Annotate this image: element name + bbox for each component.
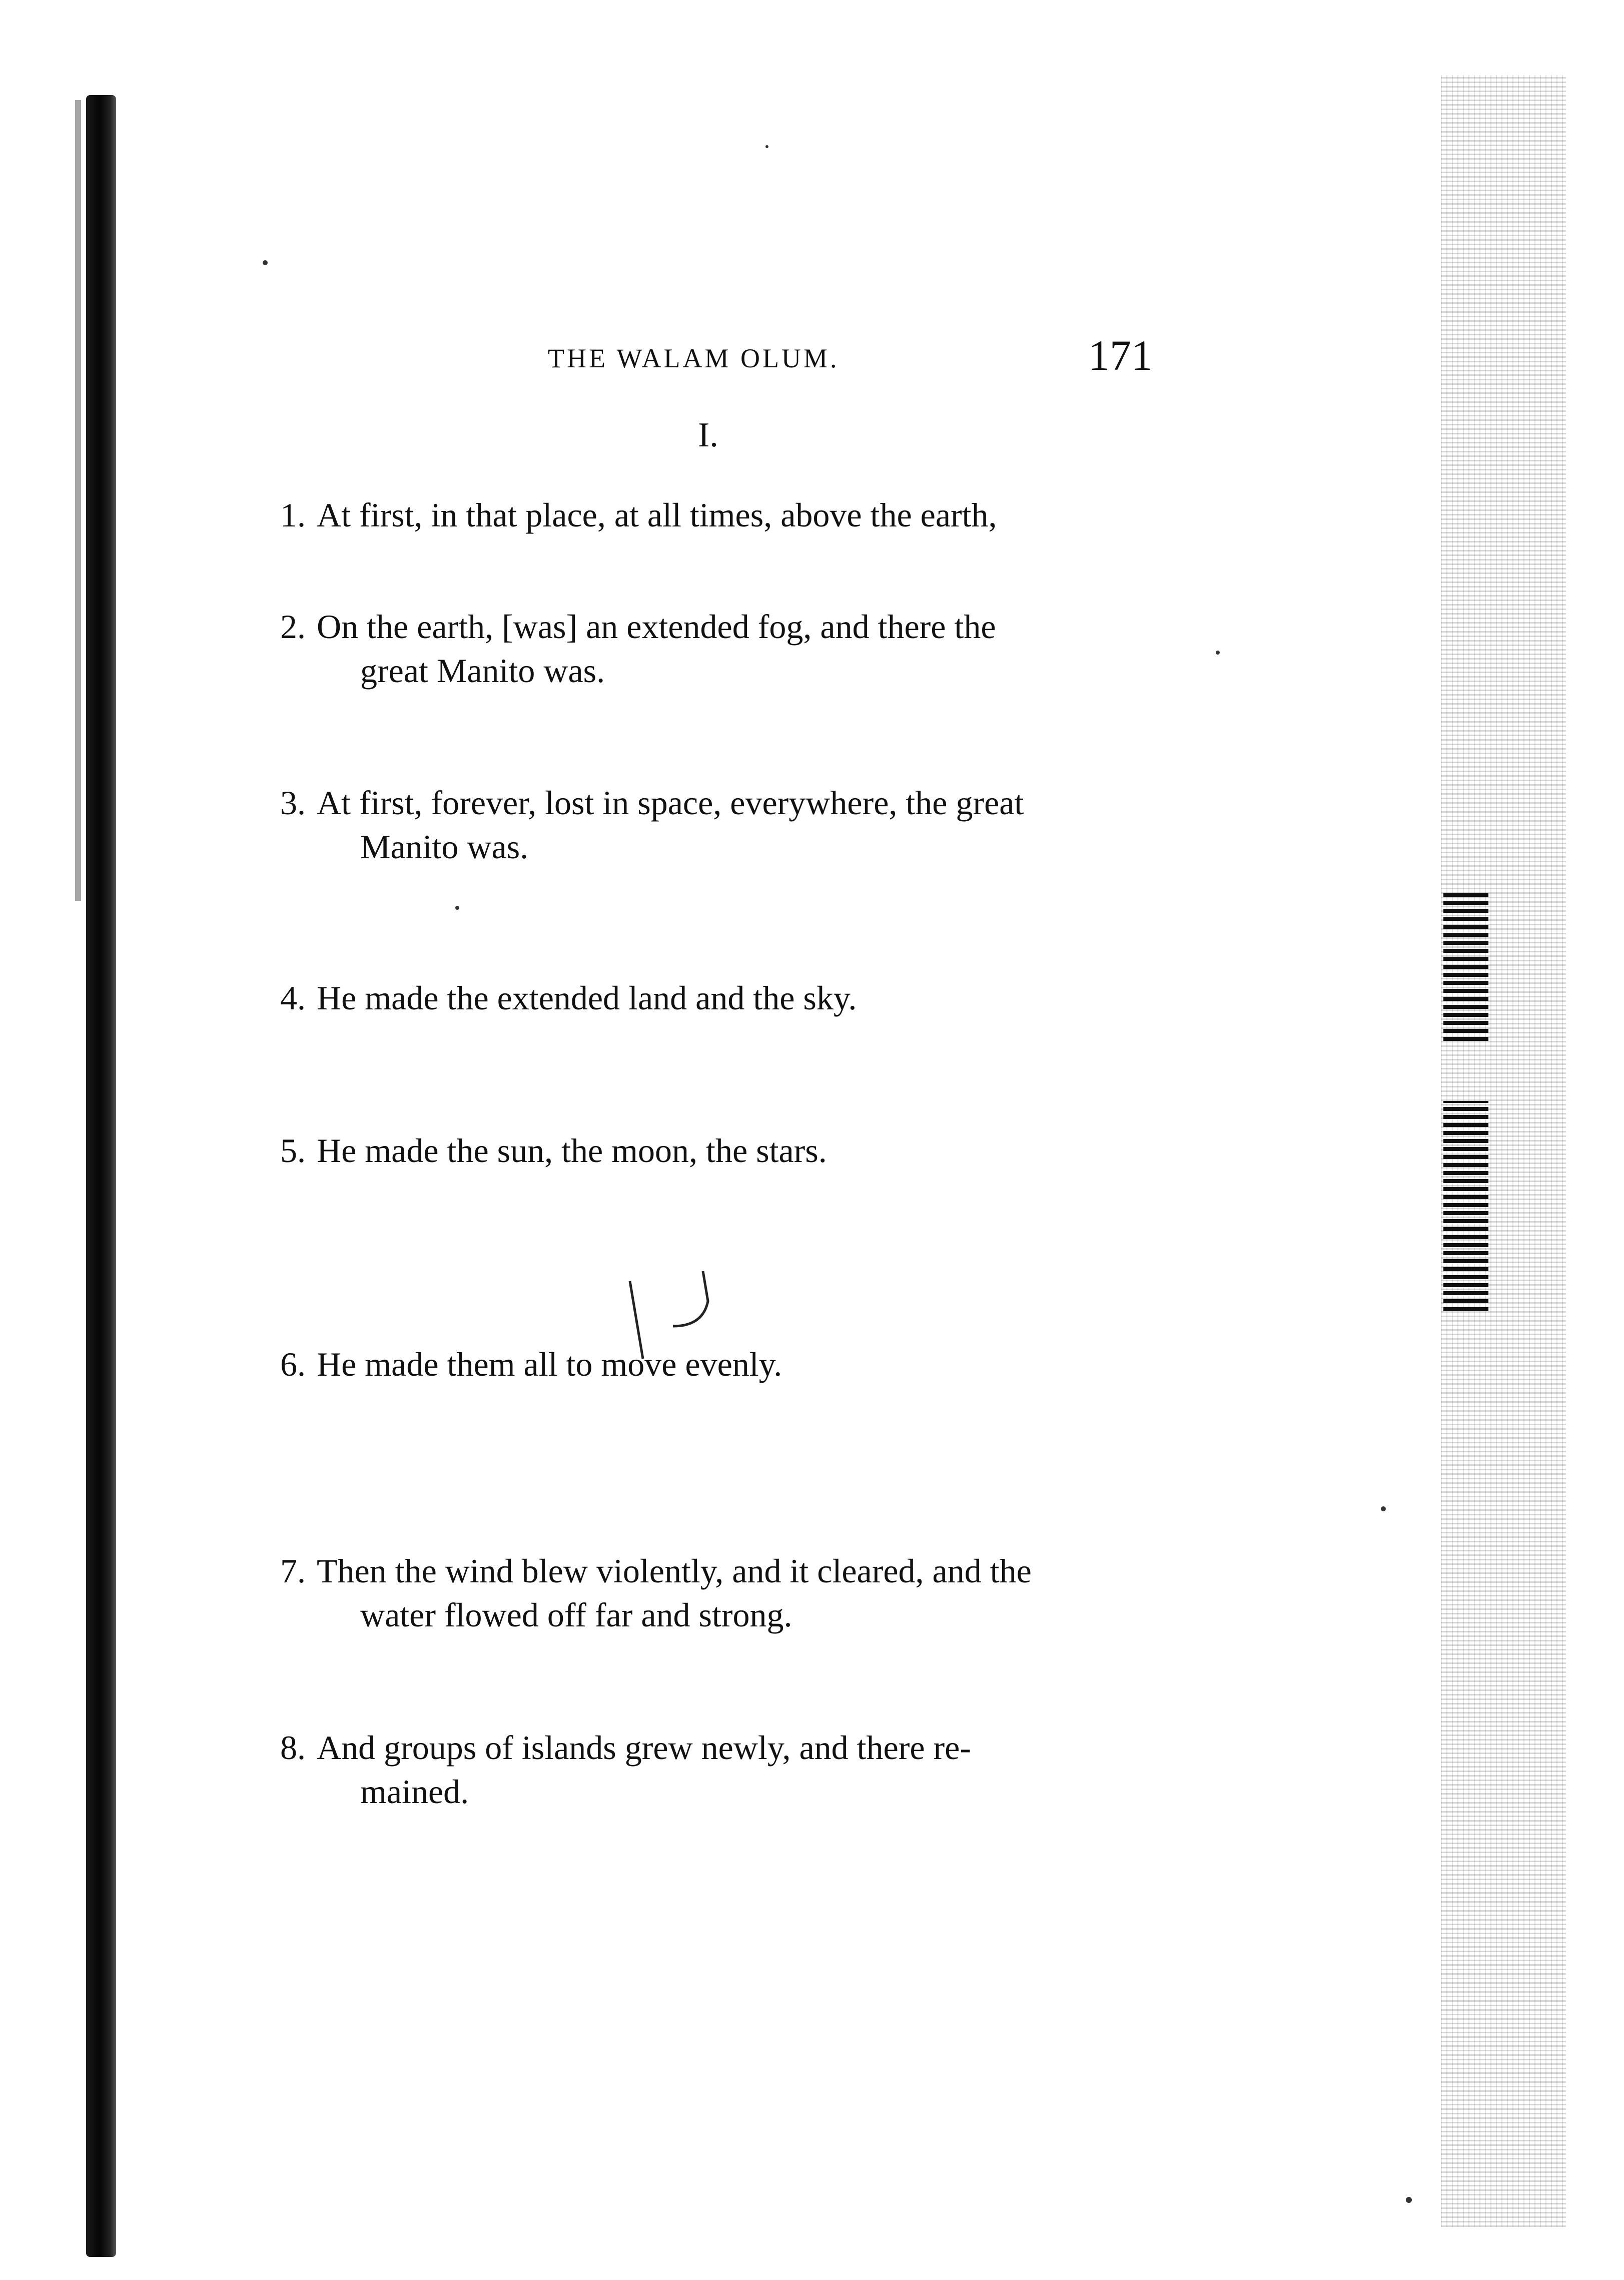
verse-number: 2.: [280, 608, 306, 646]
verse-7: [280, 1549, 1161, 1637]
scan-speck: [263, 260, 268, 265]
verse-number: 3.: [280, 784, 306, 822]
verse-3: [280, 781, 1161, 869]
verse-number: 4.: [280, 979, 306, 1017]
verse-text: Then the wind blew violently, and it cleared, and the: [317, 1552, 1032, 1590]
verse-continuation: water flowed off far and strong.: [360, 1596, 792, 1634]
verse-number: 5.: [280, 1131, 306, 1170]
verse-number: 6.: [280, 1345, 306, 1383]
verse-text: He made the extended land and the sky.: [317, 979, 857, 1017]
verse-number: 1.: [280, 496, 306, 534]
verse-continuation: Manito was.: [360, 828, 529, 866]
verse-2: [280, 605, 1161, 693]
page-edge-mark: [1443, 891, 1488, 1041]
scan-speck: [455, 906, 459, 910]
verse-5: [280, 1128, 1161, 1173]
verse-8: [280, 1726, 1161, 1814]
verse-text: He made the sun, the moon, the stars.: [317, 1131, 827, 1170]
scan-speck: [1406, 2197, 1412, 2203]
verse-text: At first, in that place, at all times, above the earth,: [317, 496, 997, 534]
running-head: THE WALAM OLUM.: [548, 343, 840, 373]
section-number: I.: [698, 416, 718, 454]
binding-edge-line: [75, 100, 81, 901]
verse-number: 8.: [280, 1729, 306, 1767]
verse-text: On the earth, [was] an extended fog, and there the: [317, 608, 996, 646]
verse-4: [280, 976, 1161, 1020]
binding-shadow: [86, 95, 116, 2257]
scan-speck: [765, 145, 768, 148]
verse-continuation: great Manito was.: [360, 652, 605, 690]
verse-text: At first, forever, lost in space, everywhere, the great: [317, 784, 1024, 822]
scan-speck: [1381, 1506, 1386, 1511]
scan-speck: [1216, 651, 1220, 655]
verse-number: 7.: [280, 1552, 306, 1590]
verse-1: [280, 493, 1161, 537]
page-number: 171: [1088, 331, 1153, 379]
verse-text: He made them all to move evenly.: [317, 1345, 782, 1383]
page-edge-mark: [1443, 1101, 1488, 1311]
verse-continuation: mained.: [360, 1773, 469, 1811]
verse-text: And groups of islands grew newly, and there re-: [317, 1729, 972, 1767]
pencil-mark-icon: [628, 1271, 738, 1361]
